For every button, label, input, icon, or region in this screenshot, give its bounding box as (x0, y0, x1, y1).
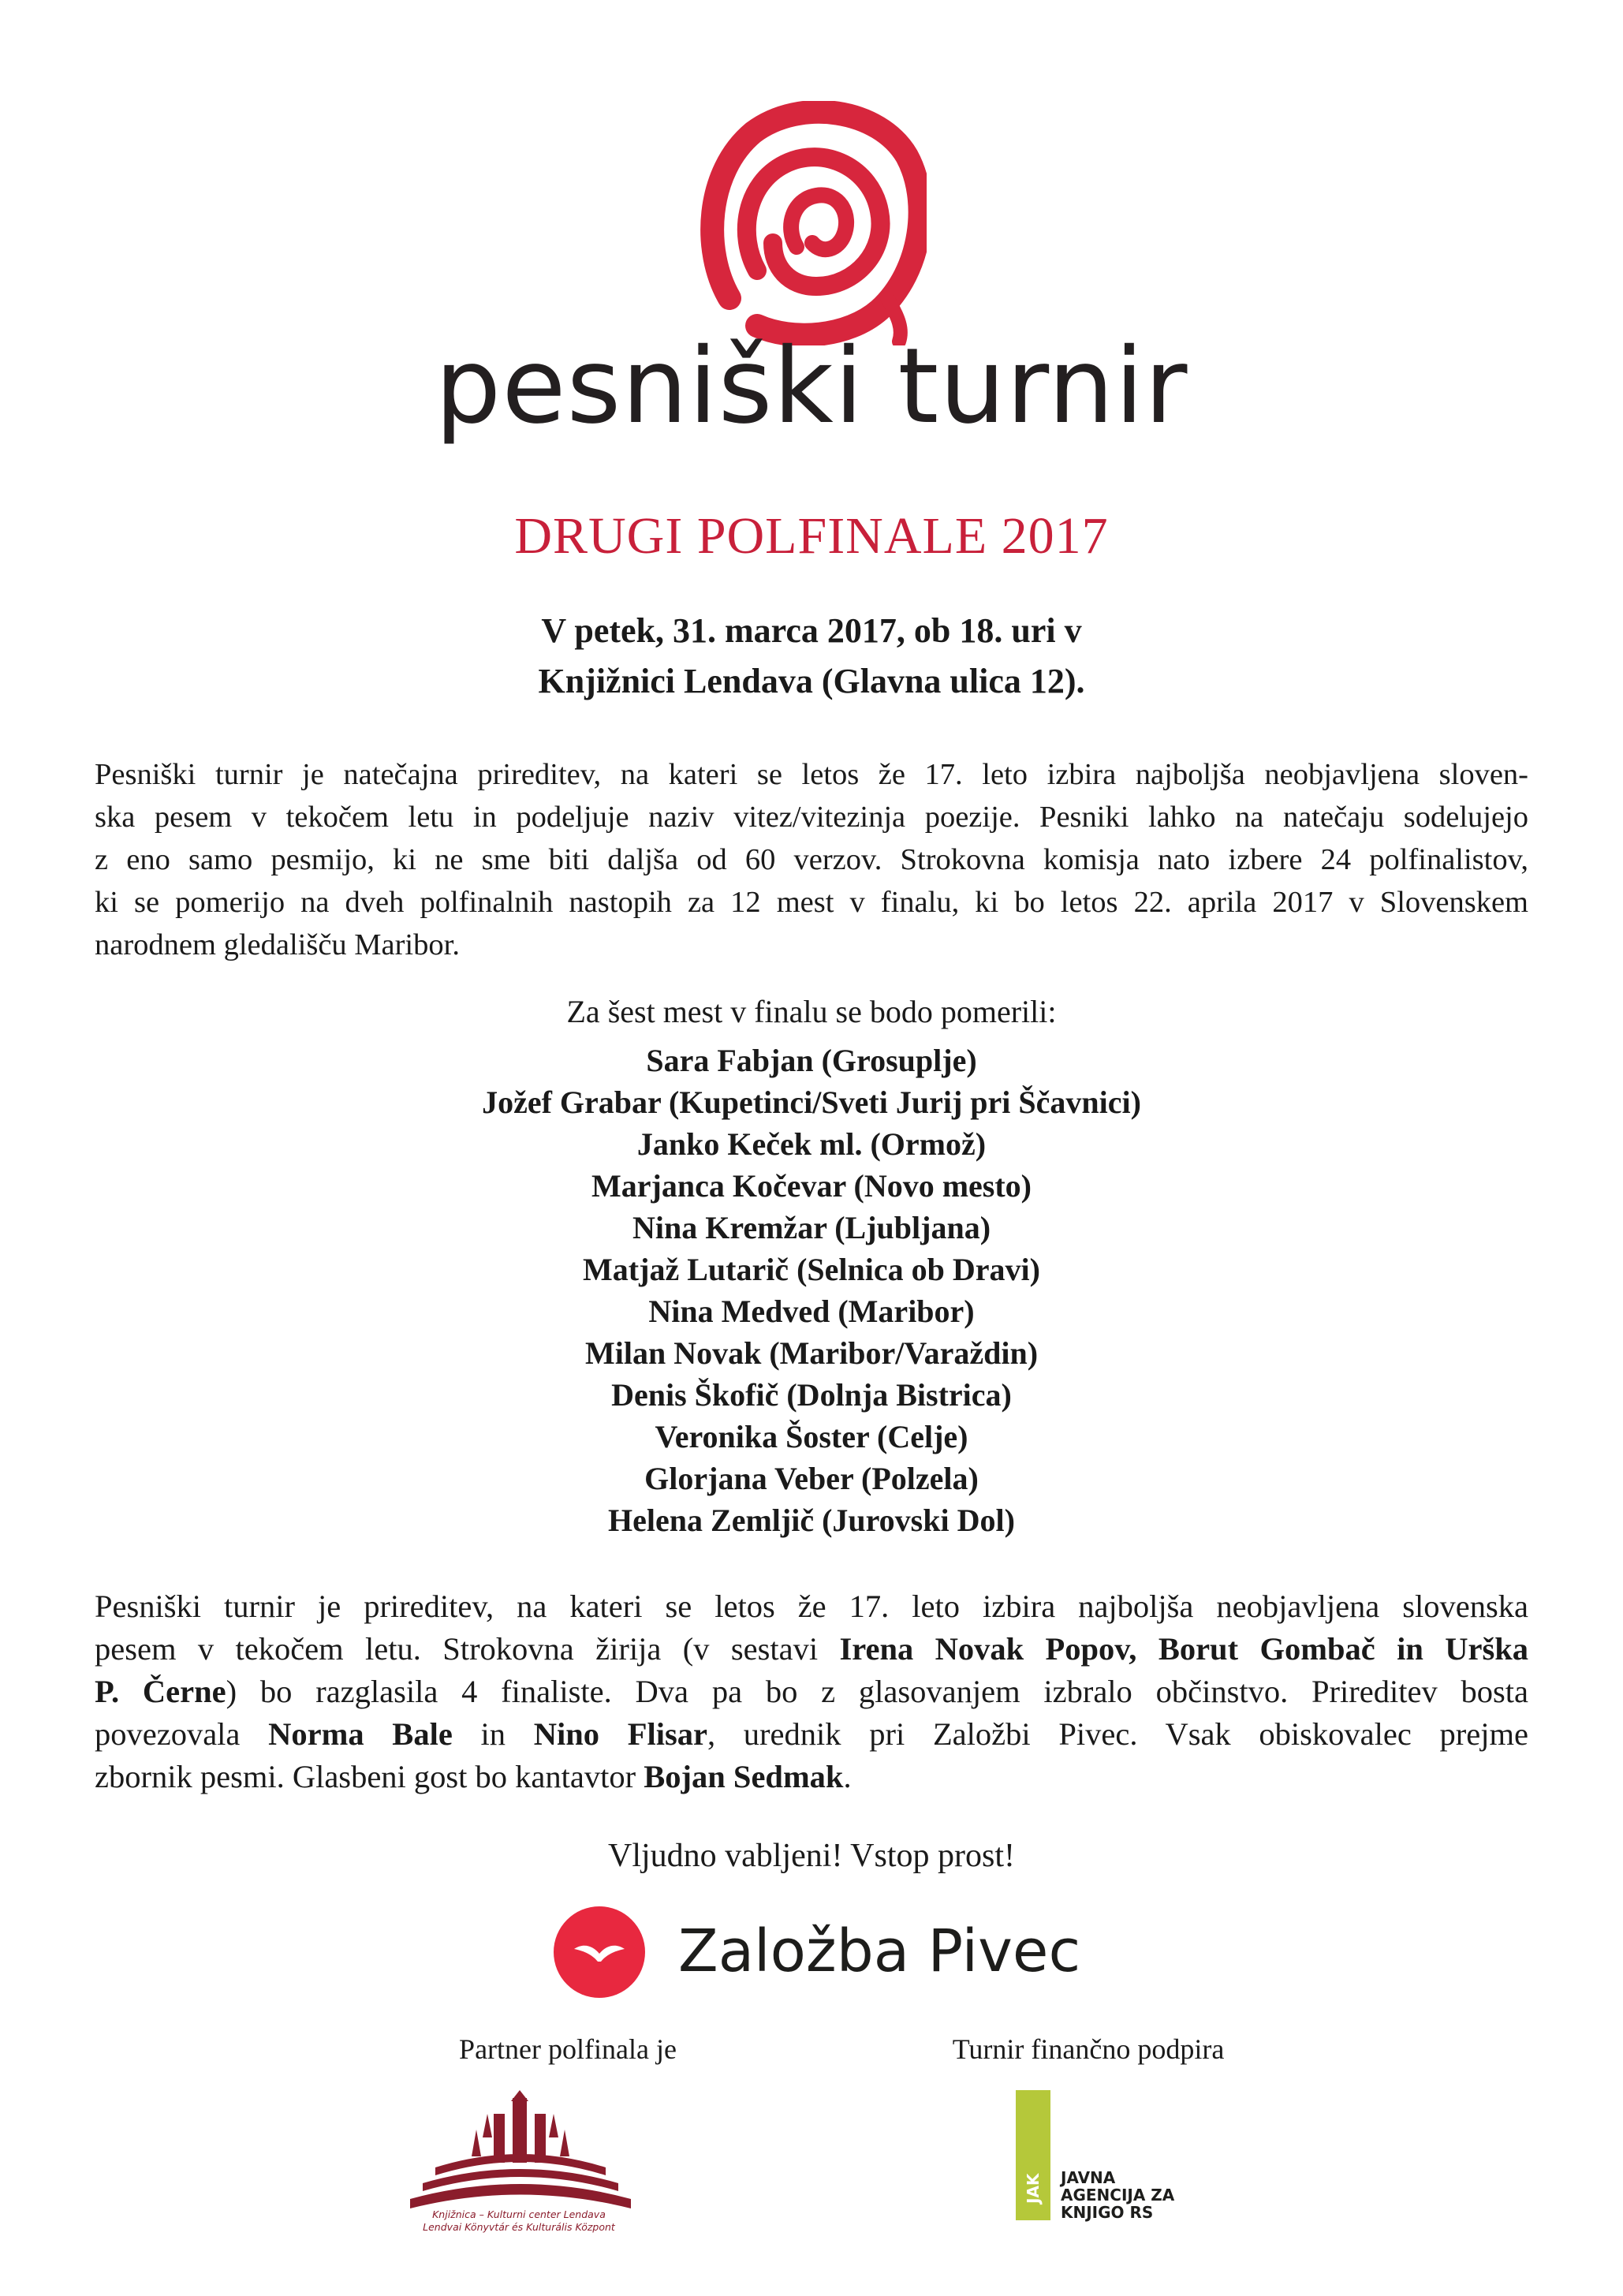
jak-abbreviation: JAK (1024, 2173, 1043, 2205)
finalist-item: Glorjana Veber (Polzela) (644, 1461, 979, 1496)
outro-text: in (452, 1716, 534, 1752)
library-name (393, 2208, 645, 2234)
finalists-list (0, 1040, 1623, 1541)
jak-agency-name (1061, 2169, 1250, 2221)
event-date-location (0, 607, 1623, 708)
outro-line-1 (95, 1585, 1528, 1628)
finalist-item: Marjanca Kočevar (Novo mesto) (591, 1168, 1032, 1204)
finalist-item: Denis Škofič (Dolnja Bistrica) (611, 1377, 1012, 1413)
intro-paragraph (95, 753, 1528, 966)
event-location: Knjižnici Lendava (Glavna ulica 12). (538, 662, 1085, 700)
outro-text: , urednik pri Založbi Pivec. Vsak obiskovalec prejme (707, 1716, 1528, 1752)
library-name-line: Lendvai Könyvtár és Kulturális Központ (423, 2221, 615, 2233)
guest-name: Bojan Sedmak (644, 1759, 844, 1794)
outro-line-3 (95, 1671, 1528, 1713)
page-title: pesniški turnir (435, 326, 1188, 447)
publisher-name: Založba Pivec (678, 1917, 1081, 1985)
library-name-line: Knjižnica – Kulturni center Lendava (432, 2208, 606, 2220)
outro-line-4 (95, 1713, 1528, 1756)
outro-line-2 (95, 1628, 1528, 1671)
event-title: DRUGI POLFINALE 2017 (514, 507, 1109, 565)
jak-name-line: AGENCIJA ZA (1061, 2186, 1175, 2205)
outro-line-5 (95, 1756, 1528, 1798)
host-name: Nino Flisar (533, 1716, 707, 1752)
outro-text: ) bo razglasila 4 finaliste. Dva pa bo z glasovanjem izbralo občinstvo. Prireditev bosta (226, 1674, 1528, 1709)
rose-spiral-icon (698, 101, 927, 345)
jury-names: Irena Novak Popov, Borut Gombač in Urška (839, 1631, 1528, 1667)
publisher-logo (552, 1905, 1104, 2015)
intro-line: Pesniški turnir je natečajna prireditev, na kateri se letos že 17. leto izbira najboljša neobjavljena sloven- (95, 758, 1528, 791)
finalist-item: Nina Medved (Maribor) (648, 1294, 975, 1329)
finalist-item: Helena Zemljič (Jurovski Dol) (608, 1503, 1015, 1538)
outro-text: zbornik pesmi. Glasbeni gost bo kantavtor (95, 1759, 644, 1794)
partner-caption: Partner polfinala je (459, 2033, 677, 2065)
bird-circle-icon (552, 1905, 647, 1999)
jak-name-line: KNJIGO RS (1061, 2203, 1154, 2222)
finalist-item: Milan Novak (Maribor/Varaždin) (584, 1335, 1039, 1371)
outro-paragraph (95, 1585, 1528, 1798)
finalist-item: Veronika Šoster (Celje) (655, 1419, 968, 1454)
invitation-text: Vljudno vabljeni! Vstop prost! (607, 1838, 1016, 1874)
outro-text: Pesniški turnir je prireditev, na kateri se letos že 17. leto izbira najboljša neobjavljena slovenska (95, 1589, 1528, 1624)
outro-text: povezovala (95, 1716, 269, 1752)
book-church-icon (394, 2090, 647, 2208)
outro-text: pesem v tekočem letu. Strokovna žirija (v sestavi (95, 1631, 840, 1667)
outro-text: . (843, 1759, 852, 1794)
host-name: Norma Bale (268, 1716, 453, 1752)
intro-line: narodnem gledališču Maribor. (95, 928, 460, 961)
intro-line: ska pesem v tekočem letu in podeljuje naziv vitez/vitezinja poezije. Pesniki lahko na natečaju sodelujejo (95, 801, 1528, 834)
support-caption: Turnir finančno podpira (952, 2033, 1225, 2065)
finalist-item: Matjaž Lutarič (Selnica ob Dravi) (583, 1252, 1040, 1287)
finalists-lead: Za šest mest v finalu se bodo pomerili: (566, 994, 1057, 1029)
finalist-item: Nina Kremžar (Ljubljana) (632, 1210, 991, 1245)
jury-name-last: P. Černe (95, 1674, 226, 1709)
intro-line: z eno samo pesmijo, ki ne sme biti daljša od 60 verzov. Strokovna komisja nato izbere 24 polfinalistov, (95, 843, 1528, 876)
event-date: V petek, 31. marca 2017, ob 18. uri v (541, 611, 1082, 650)
finalist-item: Janko Keček ml. (Ormož) (636, 1126, 987, 1162)
finalist-item: Jožef Grabar (Kupetinci/Sveti Jurij pri Ščavnici) (482, 1085, 1141, 1120)
intro-line: ki se pomerijo na dveh polfinalnih nastopih za 12 mest v finalu, ki bo letos 22. aprila 2017 v Slovenskem (95, 886, 1528, 919)
jak-name-line: JAVNA (1061, 2168, 1116, 2187)
finalist-item: Sara Fabjan (Grosuplje) (646, 1043, 977, 1078)
